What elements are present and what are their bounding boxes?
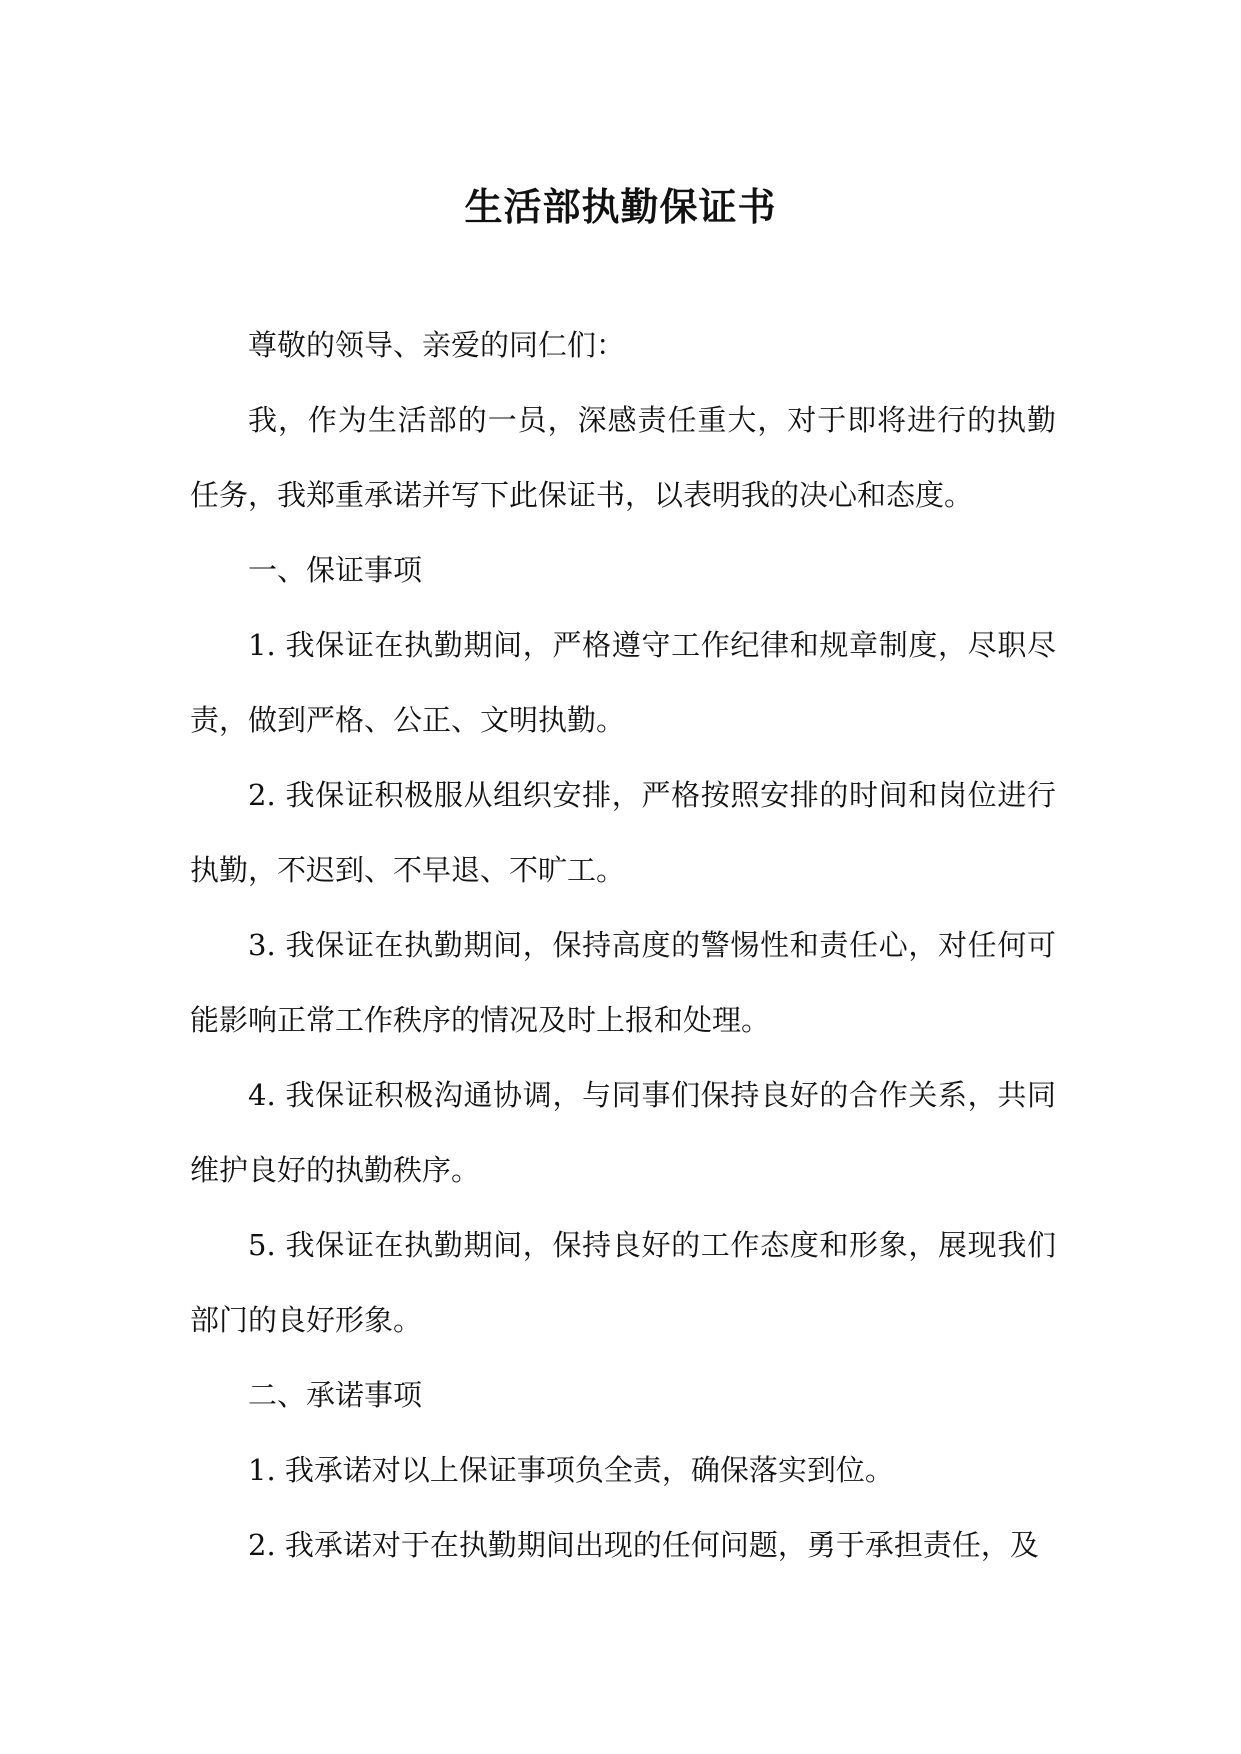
greeting: 尊敬的领导、亲爱的同仁们： bbox=[248, 328, 626, 362]
document-body bbox=[190, 308, 1056, 1583]
section-heading: 一、保证事项 bbox=[248, 553, 423, 587]
document-title: 生活部执勤保证书 bbox=[464, 185, 777, 229]
guarantee-item: 1. 我保证在执勤期间，严格遵守工作纪律和规章制度，尽职尽责，做到严格、公正、文明执勤。 bbox=[190, 628, 1056, 737]
guarantee-item: 2. 我保证积极服从组织安排，严格按照安排的时间和岗位进行执勤，不迟到、不早退、不旷工。 bbox=[190, 778, 1056, 887]
guarantee-item: 4. 我保证积极沟通协调，与同事们保持良好的合作关系，共同维护良好的执勤秩序。 bbox=[190, 1078, 1056, 1187]
intro-paragraph: 我，作为生活部的一员，深感责任重大，对于即将进行的执勤任务，我郑重承诺并写下此保证书，以表明我的决心和态度。 bbox=[190, 403, 1056, 512]
commitment-item: 2. 我承诺对于在执勤期间出现的任何问题，勇于承担责任，及 bbox=[248, 1528, 1039, 1562]
guarantee-item: 5. 我保证在执勤期间，保持良好的工作态度和形象，展现我们部门的良好形象。 bbox=[190, 1228, 1056, 1337]
commitment-item: 1. 我承诺对以上保证事项负全责，确保落实到位。 bbox=[248, 1453, 894, 1487]
section-heading: 二、承诺事项 bbox=[248, 1378, 423, 1412]
guarantee-item: 3. 我保证在执勤期间，保持高度的警惕性和责任心，对任何可能影响正常工作秩序的情况及时上报和处理。 bbox=[190, 928, 1056, 1037]
